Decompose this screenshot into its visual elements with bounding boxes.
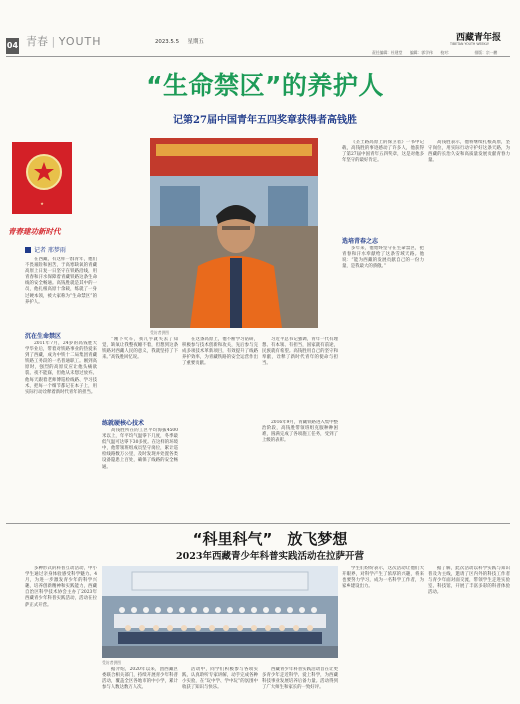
logo-caption: 青春建功新时代 [8,227,61,236]
author-byline: 记者 邢梦雨 [34,247,66,254]
article2-column-2: 据了解，此次活动以科学实践与知识普及为主线，邀请了区内外的科技工作者与青少年面对面交流，带领学生走进实验室、科技馆，开展了丰富多彩的科普体验活动。 [428,566,510,596]
section-en: YOUTH [58,35,102,48]
article-divider [6,523,510,524]
article1-column-1b: 2011年7月，24岁的高钱胜大学毕业后，带着对铁路事业的热爱来到了西藏，成为中铁十二局集团青藏铁路工务段的一名普通职工。刚到高原时，强烈的高原反应让他头痛欲裂、夜不能寐，但他从未想过放弃。他每天跟着老师傅巡检线路、学习技术，把每一个细节都记在本子上，用实际行动诠释着新时代青年的担当。 [25,341,97,395]
youth-league-emblem-icon [26,154,62,190]
article1-column-6: 高钱胜表示，他将继续扎根高原，坚守岗位，用实际行动守护好这条天路，为西藏的长治久安和高质量发展贡献青春力量。 [428,140,510,164]
article1-column-4: 习近平总书记强调，青年一代有理想、有本领、有担当，国家就有前途，民族就有希望。高钱胜用自己的坚守和奉献，诠释了新时代青年的使命与担当。 [262,337,338,367]
main-photo [150,138,318,328]
author-icon [25,247,31,253]
section-cn: 青春 [26,35,48,48]
article2-column-3: 据介绍，2020年以来，团西藏区委联合相关部门，持续开展青少年科普活动，覆盖全区各地市的中小学，累计参与人数达数万人次。 [102,667,178,691]
subhead-2: 练就硬核心技术 [102,420,145,427]
paper-logo: 西藏青年报 [456,33,502,43]
article1-column-2b: 高钱胜所在的工区平均海拔4500米以上，年平均气温零下几度，冬季最低气温可达零下30多度。在这样的环境中，他带领班组成员坚守岗位，累计巡检线路数万公里，及时发现并处置各类设备隐患上百处，确保了线路的安全畅通。 [102,428,178,470]
paper-logo-en: TIBETAN YOUTH WEEKLY [450,42,489,46]
article2-column-1: 多种形式的科普互动活动，中小学生通过亲身体验感受科学魅力。4月，为进一步激发青少年的科学兴趣，培养创新精神和实践能力，西藏自治区科学技术协会主办了2023年西藏青少年科普实践活动，活动在拉萨正式开营。 [25,566,97,608]
article2-column-5: 西藏青少年科普实践活动旨在让更多青少年走近科学、爱上科学，为西藏科技事业发展培养后备力量。活动得到了广大师生和家长的一致好评。 [262,667,338,691]
headline-2: “科里科气” 放飞梦想 [192,530,348,548]
article2-column-6: 学生们纷纷表示，这次活动让他们大开眼界，对科学产生了浓厚的兴趣，将来也要努力学习，成为一名科学工作者，为家乡建设出力。 [342,566,424,590]
photo-caption: 受访者供图 [150,330,169,335]
article1-column-4b: 2016年9月，青藏铁路进入集中整治阶段，高钱胜带领班组克服种种困难，圆满完成了各项施工任务，受到了上级的表彰。 [262,420,338,444]
page-number-badge: 04 [6,38,19,54]
group-photo-caption: 受访者供图 [102,660,121,665]
subhead-3: 选培青春之志 [342,238,379,245]
article1-column-3: 在这条高原上，他不断学习钻研，积极参与技术创新和攻关，先后参与完成多项技术革新项目，有效提升了线路养护效率，为青藏铁路的安全运营作出了重要贡献。 [182,337,258,367]
header-rule [6,56,510,57]
subhead-1: 沉在生命禁区 [25,333,62,340]
subheadline: 记第27届中国青年五四奖章获得者高钱胜 [173,115,357,126]
section-name: 青春 | YOUTH [26,35,102,48]
subheadline-2: 2023年西藏青少年科普实践活动在拉萨开营 [176,551,364,562]
article1-column-5b: 多年来，他始终坚守在生命禁区，把青春和汗水奉献给了这条雪域天路。他说：“能为西藏的发展贡献自己的一份力量，是我最大的骄傲。” [342,246,424,270]
article1-column-2: “刚下火车，我几乎就失去了知觉，缺氧让我整夜睡不着，但想到这条铁路对西藏人民的意义，我就坚持了下来。”高钱胜回忆说。 [102,337,178,361]
youth-league-logo-block: ★ [12,142,72,214]
article2-column-4: 活动中，同学们积极参与各项实践，认真聆听专家讲解，动手完成各种小实验，在“玩中学、学中玩”的氛围中收获了知识与快乐。 [182,667,258,691]
issue-date: 2023.5.5 星期五 [155,39,204,45]
group-photo [102,566,338,658]
article1-column-1: 在西藏，有这样一群青年，他们不畏艰险和困苦，于高寒缺氧的青藏高原上日复一日坚守在铁路沿线，用青春和汗水保障着青藏铁路这条生命线的安全畅通。高钱胜就是其中的一员，他扎根高原十余载，练就了一身过硬本领，被大家称为“生命禁区”的养护人。 [25,257,97,305]
article1-column-5: 《圣土路高原上的保卫者》一书中记载，高钱胜的事迹感动了许多人，他获得了第27届中国青年五四奖章，这是对他多年坚守的最好肯定。 [342,140,424,164]
headline: “生命禁区”的养护人 [146,71,384,100]
credits-line: 责任编辑：杜建堂 编辑：郭学伟 校对： 排版：宗一鹏 [372,50,498,55]
